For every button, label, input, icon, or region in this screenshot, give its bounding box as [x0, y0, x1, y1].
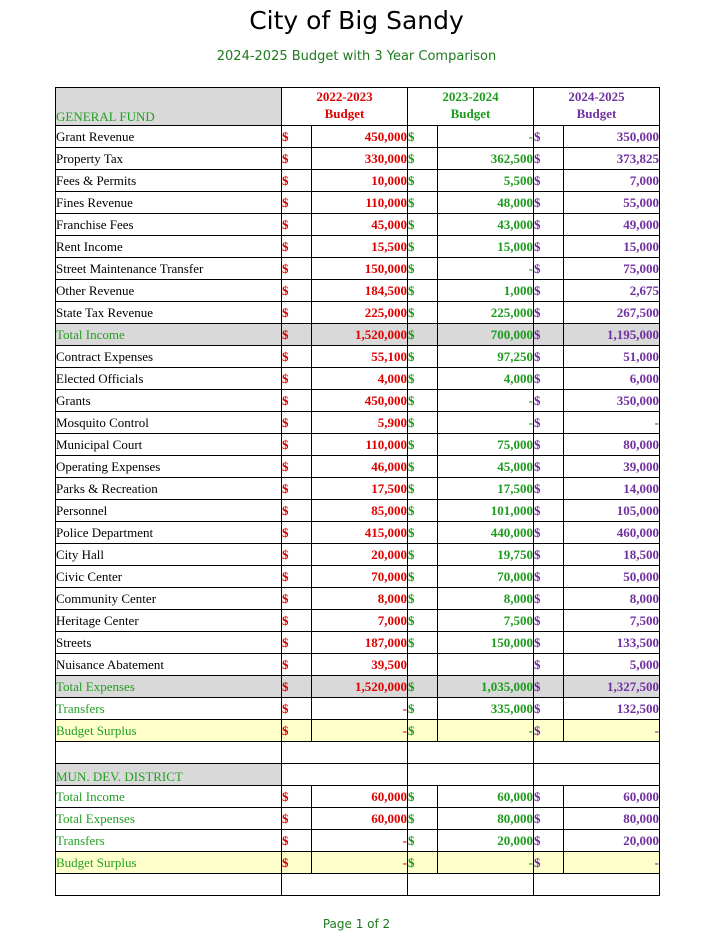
- currency-symbol: $: [534, 192, 564, 214]
- amount-cell: 20,000: [438, 830, 534, 852]
- column-label: Budget: [324, 106, 365, 121]
- amount-cell: 46,000: [312, 456, 408, 478]
- currency-symbol: $: [282, 258, 312, 280]
- row-label: Total Income: [56, 786, 282, 808]
- currency-symbol: $: [408, 610, 438, 632]
- currency-symbol: $: [534, 258, 564, 280]
- row-label: Parks & Recreation: [56, 478, 282, 500]
- currency-symbol: $: [534, 412, 564, 434]
- table-row-state-tax-revenue: [56, 302, 660, 324]
- amount-cell: 330,000: [312, 148, 408, 170]
- amount-cell: 8,000: [312, 588, 408, 610]
- amount-cell: 350,000: [564, 390, 660, 412]
- row-label: State Tax Revenue: [56, 302, 282, 324]
- row-label: Transfers: [56, 830, 282, 852]
- amount-cell: 7,500: [438, 610, 534, 632]
- column-header-2024-2025: [534, 88, 660, 126]
- currency-symbol: $: [534, 280, 564, 302]
- amount-cell: 335,000: [438, 698, 534, 720]
- amount-cell: -: [438, 852, 534, 874]
- currency-symbol: $: [408, 698, 438, 720]
- row-label: Elected Officials: [56, 368, 282, 390]
- spacer-row: [56, 874, 660, 896]
- currency-symbol: $: [534, 390, 564, 412]
- amount-cell: 48,000: [438, 192, 534, 214]
- currency-symbol: $: [408, 280, 438, 302]
- amount-cell: 49,000: [564, 214, 660, 236]
- currency-symbol: $: [534, 324, 564, 346]
- table-row-contract-expenses: [56, 346, 660, 368]
- amount-cell: 150,000: [312, 258, 408, 280]
- amount-cell: [438, 654, 534, 676]
- amount-cell: 1,520,000: [312, 324, 408, 346]
- currency-symbol: $: [534, 632, 564, 654]
- table-row-fines-revenue: [56, 192, 660, 214]
- currency-symbol: $: [282, 214, 312, 236]
- currency-symbol: $: [282, 192, 312, 214]
- amount-cell: 6,000: [564, 368, 660, 390]
- amount-cell: 80,000: [564, 808, 660, 830]
- amount-cell: 5,000: [564, 654, 660, 676]
- amount-cell: 110,000: [312, 434, 408, 456]
- currency-symbol: $: [534, 544, 564, 566]
- column-year: 2023-2024: [442, 89, 499, 104]
- currency-symbol: $: [408, 830, 438, 852]
- page-subtitle: 2024-2025 Budget with 3 Year Comparison: [216, 49, 497, 64]
- amount-cell: 460,000: [564, 522, 660, 544]
- currency-symbol: $: [534, 588, 564, 610]
- amount-cell: 70,000: [312, 566, 408, 588]
- table-row-total-expenses: [56, 808, 660, 830]
- row-label: Municipal Court: [56, 434, 282, 456]
- amount-cell: 5,500: [438, 170, 534, 192]
- currency-symbol: $: [534, 456, 564, 478]
- amount-cell: 15,000: [564, 236, 660, 258]
- amount-cell: 19,750: [438, 544, 534, 566]
- amount-cell: 17,500: [312, 478, 408, 500]
- table-row-transfers: [56, 698, 660, 720]
- table-row-elected-officials: [56, 368, 660, 390]
- amount-cell: 97,250: [438, 346, 534, 368]
- amount-cell: -: [438, 412, 534, 434]
- row-label: Heritage Center: [56, 610, 282, 632]
- blank-cell: [56, 742, 282, 764]
- currency-symbol: $: [408, 478, 438, 500]
- amount-cell: -: [312, 698, 408, 720]
- currency-symbol: $: [534, 698, 564, 720]
- amount-cell: 450,000: [312, 126, 408, 148]
- column-label: Budget: [576, 106, 617, 121]
- amount-cell: -: [438, 258, 534, 280]
- currency-symbol: $: [408, 434, 438, 456]
- table-row-budget-surplus: [56, 720, 660, 742]
- amount-cell: 700,000: [438, 324, 534, 346]
- table-row-total-income: [56, 324, 660, 346]
- currency-symbol: $: [282, 588, 312, 610]
- table-row-mosquito-control: [56, 412, 660, 434]
- amount-cell: 17,500: [438, 478, 534, 500]
- table-row-budget-surplus: [56, 852, 660, 874]
- blank-cell: [282, 764, 408, 786]
- row-label: Operating Expenses: [56, 456, 282, 478]
- amount-cell: 415,000: [312, 522, 408, 544]
- row-label: Transfers: [56, 698, 282, 720]
- currency-symbol: $: [408, 302, 438, 324]
- currency-symbol: $: [282, 544, 312, 566]
- budget-table-body: [56, 88, 660, 896]
- currency-symbol: $: [534, 236, 564, 258]
- amount-cell: -: [564, 852, 660, 874]
- table-row-street-maintenance-transfer: [56, 258, 660, 280]
- amount-cell: 15,000: [438, 236, 534, 258]
- amount-cell: 60,000: [312, 808, 408, 830]
- currency-symbol: $: [534, 170, 564, 192]
- currency-symbol: $: [282, 720, 312, 742]
- row-label: Fines Revenue: [56, 192, 282, 214]
- amount-cell: -: [312, 830, 408, 852]
- table-row-operating-expenses: [56, 456, 660, 478]
- currency-symbol: $: [534, 720, 564, 742]
- amount-cell: 51,000: [564, 346, 660, 368]
- amount-cell: 39,500: [312, 654, 408, 676]
- currency-symbol: $: [408, 346, 438, 368]
- header-row: [56, 88, 660, 126]
- currency-symbol: $: [282, 346, 312, 368]
- currency-symbol: $: [408, 786, 438, 808]
- table-row-municipal-court: [56, 434, 660, 456]
- currency-symbol: $: [282, 412, 312, 434]
- table-row-personnel: [56, 500, 660, 522]
- row-label: Budget Surplus: [56, 852, 282, 874]
- table-row-total-income: [56, 786, 660, 808]
- row-label: Police Department: [56, 522, 282, 544]
- page-title: City of Big Sandy: [249, 6, 464, 35]
- table-row-rent-income: [56, 236, 660, 258]
- amount-cell: -: [564, 412, 660, 434]
- table-row-city-hall: [56, 544, 660, 566]
- row-label: Total Expenses: [56, 808, 282, 830]
- table-row-grant-revenue: [56, 126, 660, 148]
- currency-symbol: $: [282, 434, 312, 456]
- row-label: Budget Surplus: [56, 720, 282, 742]
- currency-symbol: $: [408, 852, 438, 874]
- amount-cell: 1,195,000: [564, 324, 660, 346]
- currency-symbol: $: [408, 236, 438, 258]
- currency-symbol: $: [534, 852, 564, 874]
- amount-cell: -: [312, 852, 408, 874]
- currency-symbol: $: [282, 500, 312, 522]
- currency-symbol: $: [534, 676, 564, 698]
- amount-cell: 1,327,500: [564, 676, 660, 698]
- currency-symbol: $: [534, 654, 564, 676]
- currency-symbol: $: [408, 148, 438, 170]
- row-label: Streets: [56, 632, 282, 654]
- currency-symbol: $: [408, 522, 438, 544]
- currency-symbol: $: [282, 280, 312, 302]
- table-row-heritage-center: [56, 610, 660, 632]
- amount-cell: 2,675: [564, 280, 660, 302]
- table-row-total-expenses: [56, 676, 660, 698]
- mdd-heading-row: [56, 764, 660, 786]
- amount-cell: -: [312, 720, 408, 742]
- currency-symbol: $: [408, 412, 438, 434]
- amount-cell: 45,000: [312, 214, 408, 236]
- row-label: Grant Revenue: [56, 126, 282, 148]
- column-header-2023-2024: [408, 88, 534, 126]
- row-label: Personnel: [56, 500, 282, 522]
- amount-cell: 75,000: [564, 258, 660, 280]
- currency-symbol: $: [408, 500, 438, 522]
- currency-symbol: $: [534, 434, 564, 456]
- blank-cell: [56, 874, 282, 896]
- blank-cell: [282, 742, 408, 764]
- currency-symbol: $: [408, 214, 438, 236]
- currency-symbol: $: [282, 566, 312, 588]
- currency-symbol: $: [534, 830, 564, 852]
- amount-cell: 440,000: [438, 522, 534, 544]
- table-row-transfers: [56, 830, 660, 852]
- amount-cell: 7,500: [564, 610, 660, 632]
- amount-cell: 14,000: [564, 478, 660, 500]
- blank-cell: [534, 742, 660, 764]
- currency-symbol: $: [534, 302, 564, 324]
- currency-symbol: $: [282, 478, 312, 500]
- amount-cell: 20,000: [564, 830, 660, 852]
- row-label: Community Center: [56, 588, 282, 610]
- row-label: Property Tax: [56, 148, 282, 170]
- amount-cell: 110,000: [312, 192, 408, 214]
- currency-symbol: $: [534, 368, 564, 390]
- column-label: Budget: [450, 106, 491, 121]
- currency-symbol: $: [408, 258, 438, 280]
- blank-cell: [408, 764, 534, 786]
- amount-cell: 80,000: [564, 434, 660, 456]
- currency-symbol: $: [408, 192, 438, 214]
- table-row-nuisance-abatement: [56, 654, 660, 676]
- row-label: Fees & Permits: [56, 170, 282, 192]
- currency-symbol: $: [408, 126, 438, 148]
- table-row-police-department: [56, 522, 660, 544]
- row-label: Other Revenue: [56, 280, 282, 302]
- amount-cell: 39,000: [564, 456, 660, 478]
- currency-symbol: $: [408, 324, 438, 346]
- currency-symbol: $: [282, 390, 312, 412]
- currency-symbol: $: [534, 808, 564, 830]
- amount-cell: 150,000: [438, 632, 534, 654]
- currency-symbol: $: [534, 148, 564, 170]
- amount-cell: -: [438, 126, 534, 148]
- amount-cell: 15,500: [312, 236, 408, 258]
- currency-symbol: $: [408, 676, 438, 698]
- blank-cell: [534, 874, 660, 896]
- row-label: Mosquito Control: [56, 412, 282, 434]
- table-row-grants: [56, 390, 660, 412]
- row-label: Total Expenses: [56, 676, 282, 698]
- amount-cell: 8,000: [438, 588, 534, 610]
- mdd-heading: MUN. DEV. DISTRICT: [56, 764, 282, 786]
- currency-symbol: $: [408, 588, 438, 610]
- amount-cell: -: [438, 720, 534, 742]
- currency-symbol: $: [408, 368, 438, 390]
- amount-cell: 373,825: [564, 148, 660, 170]
- table-row-other-revenue: [56, 280, 660, 302]
- table-row-fees-permits: [56, 170, 660, 192]
- amount-cell: 80,000: [438, 808, 534, 830]
- amount-cell: 184,500: [312, 280, 408, 302]
- amount-cell: 1,520,000: [312, 676, 408, 698]
- currency-symbol: $: [534, 346, 564, 368]
- general-fund-heading: GENERAL FUND: [56, 88, 282, 126]
- currency-symbol: $: [408, 632, 438, 654]
- amount-cell: 267,500: [564, 302, 660, 324]
- currency-symbol: $: [408, 456, 438, 478]
- row-label: Street Maintenance Transfer: [56, 258, 282, 280]
- currency-symbol: $: [282, 852, 312, 874]
- currency-symbol: $: [282, 324, 312, 346]
- amount-cell: 187,000: [312, 632, 408, 654]
- amount-cell: 225,000: [438, 302, 534, 324]
- table-row-property-tax: [56, 148, 660, 170]
- currency-symbol: $: [282, 148, 312, 170]
- currency-symbol: $: [282, 170, 312, 192]
- amount-cell: 55,000: [564, 192, 660, 214]
- table-row-streets: [56, 632, 660, 654]
- blank-cell: [408, 874, 534, 896]
- currency-symbol: $: [534, 522, 564, 544]
- currency-symbol: $: [282, 368, 312, 390]
- amount-cell: 105,000: [564, 500, 660, 522]
- amount-cell: 45,000: [438, 456, 534, 478]
- amount-cell: 60,000: [564, 786, 660, 808]
- table-row-civic-center: [56, 566, 660, 588]
- currency-symbol: $: [534, 500, 564, 522]
- currency-symbol: $: [282, 654, 312, 676]
- currency-symbol: $: [282, 456, 312, 478]
- amount-cell: 10,000: [312, 170, 408, 192]
- amount-cell: 60,000: [312, 786, 408, 808]
- currency-symbol: [408, 654, 438, 676]
- amount-cell: 50,000: [564, 566, 660, 588]
- amount-cell: 55,100: [312, 346, 408, 368]
- currency-symbol: $: [282, 522, 312, 544]
- currency-symbol: $: [408, 566, 438, 588]
- column-year: 2022-2023: [316, 89, 373, 104]
- currency-symbol: $: [408, 808, 438, 830]
- currency-symbol: $: [534, 126, 564, 148]
- blank-cell: [534, 764, 660, 786]
- amount-cell: 225,000: [312, 302, 408, 324]
- row-label: Franchise Fees: [56, 214, 282, 236]
- amount-cell: 20,000: [312, 544, 408, 566]
- currency-symbol: $: [282, 236, 312, 258]
- amount-cell: 70,000: [438, 566, 534, 588]
- table-row-parks-recreation: [56, 478, 660, 500]
- currency-symbol: $: [534, 478, 564, 500]
- amount-cell: 4,000: [312, 368, 408, 390]
- spacer-row: [56, 742, 660, 764]
- amount-cell: -: [564, 720, 660, 742]
- blank-cell: [282, 874, 408, 896]
- amount-cell: 1,035,000: [438, 676, 534, 698]
- amount-cell: 450,000: [312, 390, 408, 412]
- currency-symbol: $: [282, 302, 312, 324]
- column-header-2022-2023: [282, 88, 408, 126]
- page-footer: Page 1 of 2: [322, 917, 391, 931]
- currency-symbol: $: [534, 566, 564, 588]
- amount-cell: 132,500: [564, 698, 660, 720]
- amount-cell: 5,900: [312, 412, 408, 434]
- row-label: Grants: [56, 390, 282, 412]
- budget-table: [55, 87, 660, 896]
- row-label: Total Income: [56, 324, 282, 346]
- row-label: Contract Expenses: [56, 346, 282, 368]
- currency-symbol: $: [534, 786, 564, 808]
- amount-cell: 4,000: [438, 368, 534, 390]
- amount-cell: 18,500: [564, 544, 660, 566]
- column-year: 2024-2025: [568, 89, 625, 104]
- blank-cell: [408, 742, 534, 764]
- amount-cell: 362,500: [438, 148, 534, 170]
- amount-cell: 101,000: [438, 500, 534, 522]
- currency-symbol: $: [282, 786, 312, 808]
- amount-cell: 350,000: [564, 126, 660, 148]
- currency-symbol: $: [408, 544, 438, 566]
- table-row-franchise-fees: [56, 214, 660, 236]
- currency-symbol: $: [282, 632, 312, 654]
- currency-symbol: $: [282, 126, 312, 148]
- amount-cell: 85,000: [312, 500, 408, 522]
- table-row-community-center: [56, 588, 660, 610]
- currency-symbol: $: [408, 720, 438, 742]
- currency-symbol: $: [282, 830, 312, 852]
- amount-cell: 60,000: [438, 786, 534, 808]
- currency-symbol: $: [408, 390, 438, 412]
- amount-cell: 7,000: [564, 170, 660, 192]
- amount-cell: 8,000: [564, 588, 660, 610]
- amount-cell: 75,000: [438, 434, 534, 456]
- currency-symbol: $: [282, 676, 312, 698]
- currency-symbol: $: [408, 170, 438, 192]
- currency-symbol: $: [534, 610, 564, 632]
- currency-symbol: $: [282, 610, 312, 632]
- amount-cell: 7,000: [312, 610, 408, 632]
- amount-cell: 43,000: [438, 214, 534, 236]
- currency-symbol: $: [282, 698, 312, 720]
- row-label: Civic Center: [56, 566, 282, 588]
- currency-symbol: $: [534, 214, 564, 236]
- currency-symbol: $: [282, 808, 312, 830]
- row-label: City Hall: [56, 544, 282, 566]
- amount-cell: 133,500: [564, 632, 660, 654]
- row-label: Rent Income: [56, 236, 282, 258]
- amount-cell: -: [438, 390, 534, 412]
- amount-cell: 1,000: [438, 280, 534, 302]
- row-label: Nuisance Abatement: [56, 654, 282, 676]
